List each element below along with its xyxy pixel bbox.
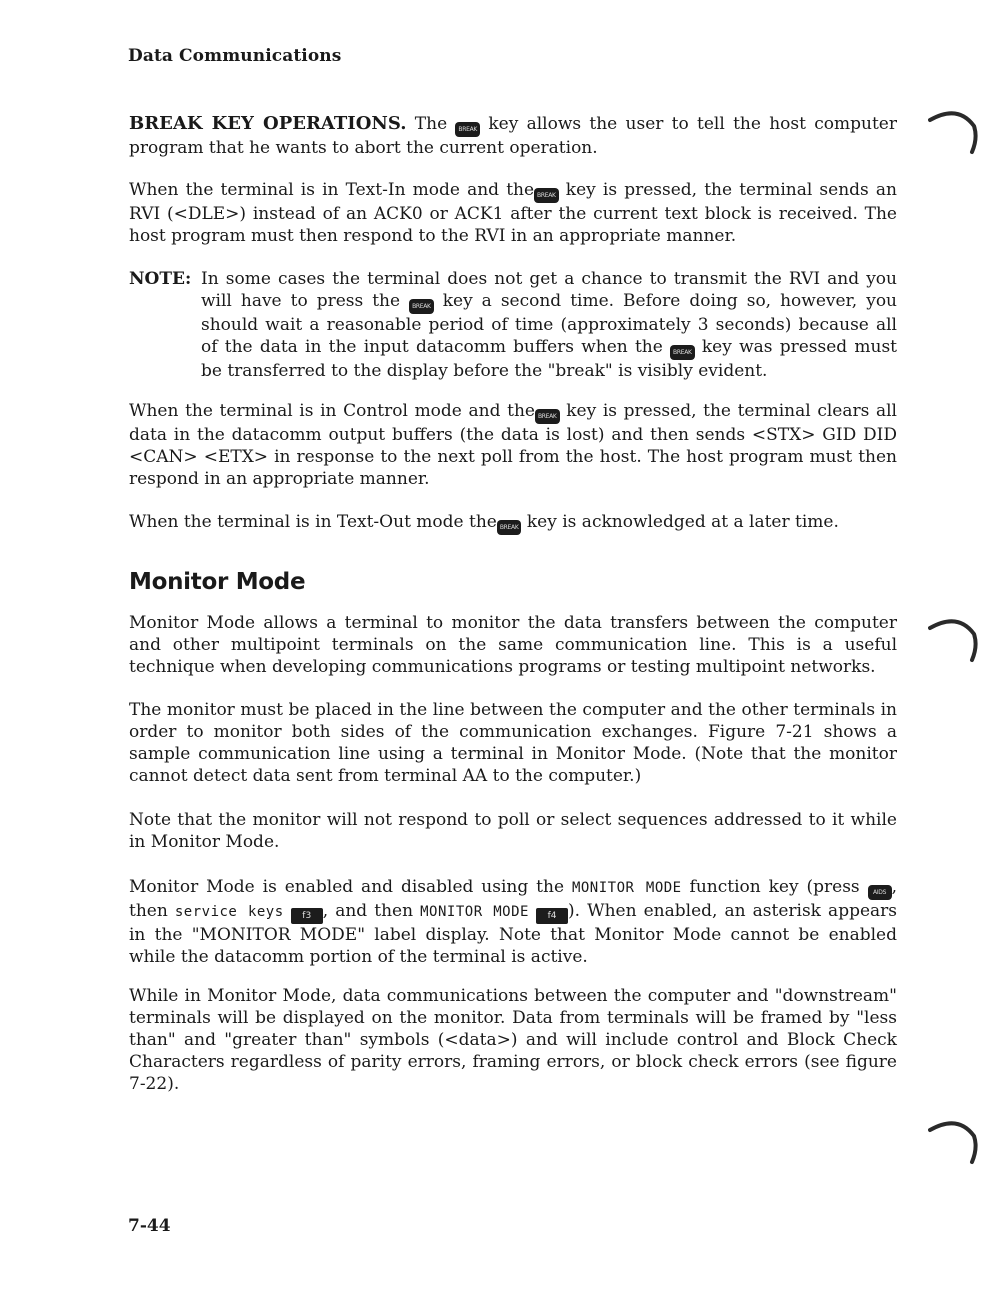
monitor-para-4 [129, 876, 897, 968]
text-run: The [406, 114, 448, 134]
text-run: In some cases the terminal does not get a chance to transmit the RVI and you will have to press the [201, 269, 897, 311]
break-key-icon: BREAK [455, 122, 480, 137]
break-key-icon: BREAK [497, 520, 522, 535]
margin-mark-icon [928, 1114, 980, 1170]
text-run: , then [129, 877, 897, 921]
monitor-mode-label: MONITOR MODE [571, 880, 682, 896]
text-run: ). When enabled, an asterisk appears in the "MONITOR MODE" label display. Note that Monitor Mode cannot be enabled while the datacomm portion of the terminal is active. [129, 901, 898, 967]
text-run: , and then [322, 901, 421, 921]
text-run: key allows the user to tell the host computer program that he wants to abort the current operation. [129, 114, 897, 158]
section-heading: Monitor Mode [129, 569, 306, 595]
aids-key-icon: AIDS [868, 885, 892, 900]
text-run: When the terminal is in Control mode and the [129, 401, 535, 421]
break-key-icon: BREAK [535, 409, 560, 424]
page-number: 7-44 [128, 1216, 171, 1236]
text-run: key is acknowledged at a later time. [521, 512, 839, 532]
f4-key-icon: f4 [536, 908, 568, 924]
text-run: key a second time. Before doing so, however, you should wait a reasonable period of time (approximately 3 seconds) because all of the data in the input datacomm buffers when the [201, 291, 898, 357]
text-run: When the terminal is in Text-Out mode the [129, 512, 497, 532]
break-ops-text-in [129, 179, 897, 247]
text-run: key was pressed must be transferred to the display before the "break" is visibly evident. [201, 337, 898, 381]
break-key-icon: BREAK [670, 345, 695, 360]
break-key-icon: BREAK [409, 299, 434, 314]
note-body [201, 268, 897, 382]
margin-mark-icon [928, 104, 980, 160]
note-label: NOTE: [129, 269, 192, 289]
text-run: When the terminal is in Text-In mode and the [129, 180, 535, 200]
running-head: Data Communications [128, 46, 342, 66]
text-run: function key (press [681, 877, 868, 897]
monitor-mode-label: MONITOR MODE [420, 904, 529, 920]
monitor-para-5: While in Monitor Mode, data communications between the computer and "downstream" terminals will be displayed on the monitor. Data from terminals will be framed by "less than" and "greater than" symbols (<data>) and will include control and Block Check Characters regardless of parity errors, framing errors, or block check errors (see figure 7-22). [129, 986, 897, 1094]
monitor-para-1: Monitor Mode allows a terminal to monitor the data transfers between the computer and other multipoint terminals on the same communication line. This is a useful technique when developing communications programs or testing multipoint networks. [129, 613, 897, 677]
break-key-icon: BREAK [534, 188, 559, 203]
service-keys-label: service keys [174, 904, 284, 920]
monitor-para-3: Note that the monitor will not respond to poll or select sequences addressed to it while in Monitor Mode. [129, 810, 897, 852]
break-ops-lead: BREAK KEY OPERATIONS. [129, 113, 407, 134]
break-ops-intro [129, 113, 897, 159]
break-ops-control [129, 400, 897, 490]
break-ops-text-out [129, 511, 897, 535]
text-run: key is pressed, the terminal sends an RVI (<DLE>) instead of an ACK0 or ACK1 after the current text block is received. The host program must then respond to the RVI in an appropriate manner. [129, 180, 897, 246]
monitor-para-2: The monitor must be placed in the line between the computer and the other terminals in order to monitor both sides of the communication exchanges. Figure 7-21 shows a sample communication line using a terminal in Monitor Mode. (Note that the monitor cannot detect data sent from terminal AA to the computer.) [129, 700, 897, 786]
margin-mark-icon [928, 612, 980, 668]
text-run: key is pressed, the terminal clears all data in the datacomm output buffers (the data is lost) and then sends <STX> GID DID <CAN> <ETX> in response to the next poll from the host. The host program must then respond in an appropriate manner. [129, 401, 897, 489]
f3-key-icon: f3 [291, 908, 323, 924]
text-run: Monitor Mode is enabled and disabled using the [129, 877, 572, 897]
